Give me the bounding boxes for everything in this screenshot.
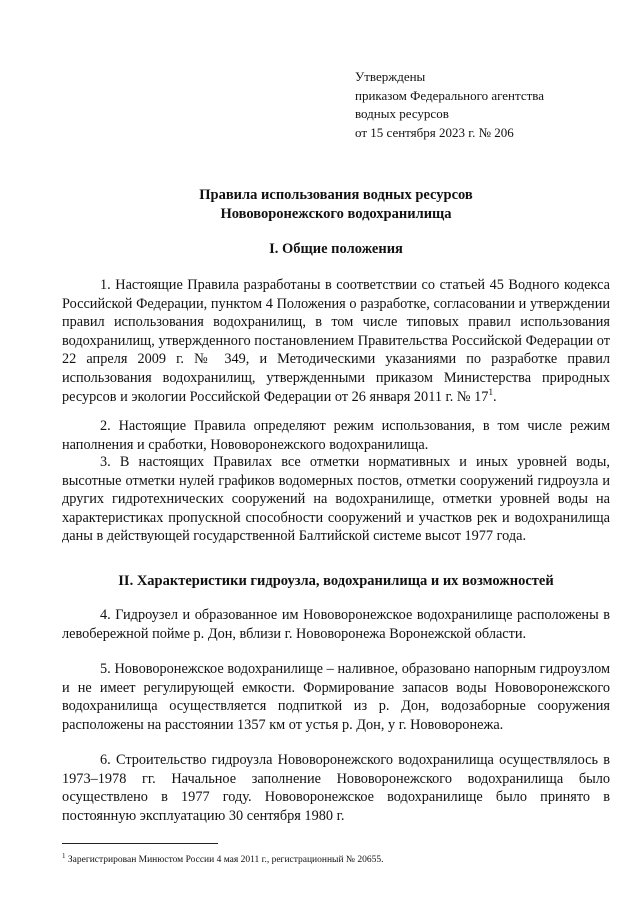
footnote-ref: 1 — [488, 386, 493, 397]
paragraph-5: 5. Нововоронежское водохранилище – наливное, образовано напорным гидроузлом и не имеет регулирующей емкости. Формирование запасов воды Нововоронежского водохранилища осуществляется подпиткой из р. Дон, водозаборные сооружения расположены на расстоянии 1357 км от устья р. Дон, у г. Нововоронежа. — [62, 661, 610, 733]
approval-line: от 15 сентября 2023 г. № 206 — [355, 124, 514, 140]
document-title — [62, 186, 610, 224]
footnote-marker: 1 — [62, 852, 66, 860]
paragraph-2: 2. Настоящие Правила определяют режим использования, в том числе режим наполнения и сработки, Нововоронежского водохранилища. — [62, 418, 610, 453]
approval-stamp — [355, 68, 544, 142]
paragraph-1 — [62, 276, 610, 406]
paragraph-3: 3. В настоящих Правилах все отметки нормативных и иных уровней воды, высотные отметки нулей графиков водомерных постов, отметки сооружений гидроузла и других гидротехнических сооружений на водохранилище, отметки уровней воды на характеристиках пропускной способности сооружений и участков рек и водохранилища даны в действующей государственной Балтийской системе высот 1977 года. — [62, 454, 610, 545]
approval-line: приказом Федерального агентства — [355, 87, 545, 103]
footnote-separator — [62, 843, 218, 844]
footnote-text: Зарегистрирован Минюстом России 4 мая 2011 г., регистрационный № 20655. — [65, 855, 384, 866]
section-heading-characteristics: II. Характеристики гидроузла, водохранилища и их возможностей — [118, 573, 554, 589]
section-heading-general: I. Общие положения — [269, 241, 403, 257]
paragraph-tail: . — [492, 388, 497, 405]
approval-line: Утверждены — [355, 69, 426, 84]
approval-line: водных ресурсов — [355, 106, 449, 121]
paragraph-4: 4. Гидроузел и образованное им Нововоронежское водохранилище расположены в левобережной пойме р. Дон, вблизи г. Нововоронежа Воронежской области. — [62, 607, 610, 642]
document-title-line: Правила использования водных ресурсов — [199, 187, 473, 203]
document-title-line: Нововоронежского водохранилища — [220, 206, 452, 222]
footnote — [62, 850, 383, 866]
paragraph-text: 1. Настоящие Правила разработаны в соответствии со статьей 45 Водного кодекса Российской Федерации, пунктом 4 Положения о разработке, согласовании и утверждении правил использования водохранилищ, в том числе типовых правил использования водохранилищ, утвержденного постановлением Правительства Российской Федерации от 22 апреля 2009 г. № 349, и Методическими указаниями по разработке правил использования водохранилищ, утвержденными приказом Министерства природных ресурсов и экологии Российской Федерации от 26 января 2011 г. № 17 — [62, 277, 610, 405]
paragraph-6: 6. Строительство гидроузла Нововоронежского водохранилища осуществлялось в 1973–1978 гг. Начальное заполнение Нововоронежского водохранилища было осуществлено в 1977 году. Нововоронежское водохранилище было принято в постоянную эксплуатацию 30 сентября 1980 г. — [62, 752, 610, 824]
